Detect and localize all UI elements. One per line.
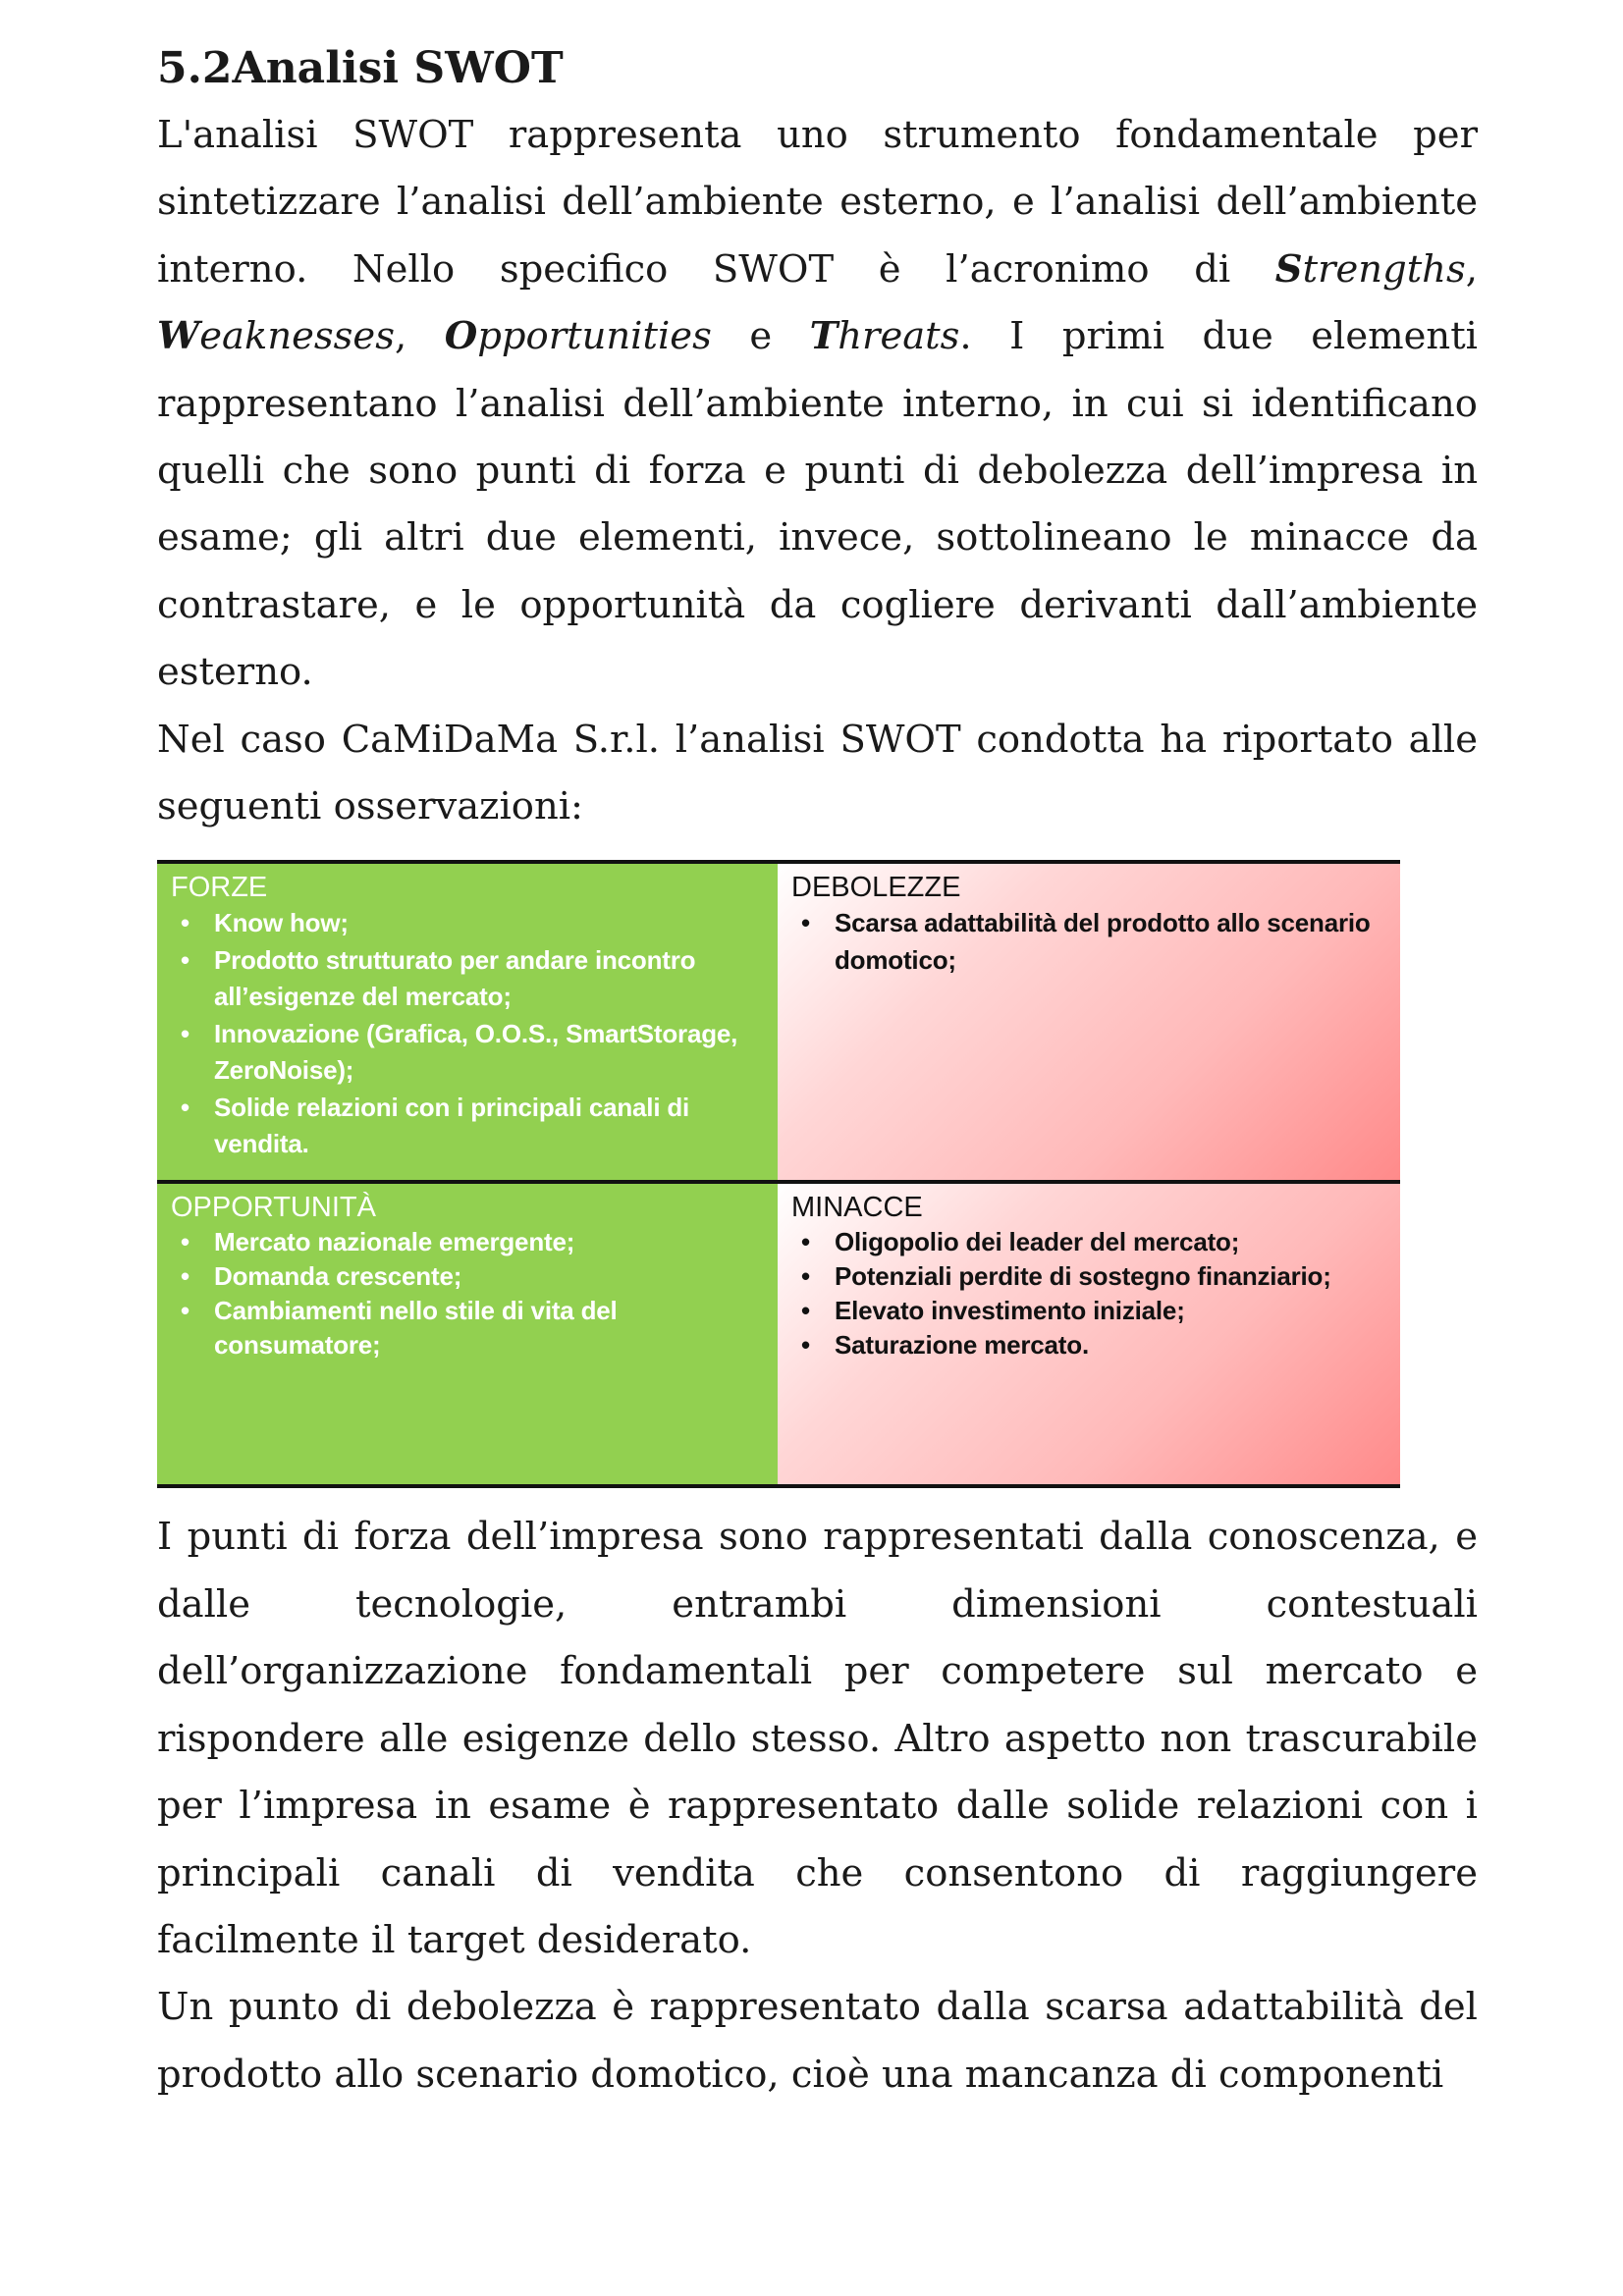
opportunita-list bbox=[171, 1225, 766, 1362]
forze-item: • Know how; bbox=[171, 905, 766, 942]
forze-item: • Solide relazioni con i principali canali di vendita. bbox=[171, 1090, 766, 1163]
forze-list bbox=[171, 905, 766, 1163]
swot-cell-forze bbox=[157, 864, 778, 1180]
opportunita-item: • Cambiamenti nello stile di vita del consumatore; bbox=[171, 1294, 766, 1362]
document-page bbox=[157, 37, 1478, 2109]
weakness-paragraph: Un punto di debolezza è rappresentato dalla scarsa adattabilità del prodotto allo scenario domotico, cioè una mancanza di componenti bbox=[157, 1985, 1478, 2097]
opportunita-item: • Mercato nazionale emergente; bbox=[171, 1225, 766, 1259]
opportunita-title: OPPORTUNITÀ bbox=[171, 1192, 376, 1224]
term-opportunities: Opportunities bbox=[444, 314, 712, 359]
case-paragraph: Nel caso CaMiDaMa S.r.l. l’analisi SWOT condotta ha riportato alle seguenti osservazioni: bbox=[157, 717, 1478, 829]
forze-item: • Innovazione (Grafica, O.O.S., SmartStorage, ZeroNoise); bbox=[171, 1016, 766, 1090]
conjunction: e bbox=[711, 314, 810, 359]
minacce-item: • Saturazione mercato. bbox=[791, 1328, 1388, 1362]
opportunita-item: • Domanda crescente; bbox=[171, 1259, 766, 1294]
forze-item: • Prodotto strutturato per andare incontro all’esigenze del mercato; bbox=[171, 942, 766, 1016]
swot-table bbox=[157, 860, 1400, 1488]
term-weaknesses: Weaknesses bbox=[157, 314, 395, 359]
strengths-paragraph: I punti di forza dell’impresa sono rappresentati dalla conoscenza, e dalle tecnologie, entrambi dimensioni contestuali dell’organizzazione fondamentali per competere sul mercato e rispondere alle esigenze dello stesso. Altro aspetto non trascurabile per l’impresa in esame è rappresentato dalle solide relazioni con i principali canali di vendita che consentono di raggiungere facilmente il target desiderato. bbox=[157, 1515, 1478, 1962]
debolezze-title: DEBOLEZZE bbox=[791, 872, 961, 904]
minacce-item: • Oligopolio dei leader del mercato; bbox=[791, 1225, 1388, 1259]
intro-paragraph: L'analisi SWOT rappresenta uno strumento fondamentale per sintetizzare l’analisi dell’ambiente esterno, e l’analisi dell’ambiente interno. Nello specifico SWOT è l’acronimo di Strengths, Weaknesses, Opportunities e Threats. I primi due elementi rappresentano l’analisi dell’ambiente interno, in cui si identificano quelli che sono punti di forza e punti di debolezza dell’impresa in esame; gli altri due elementi, invece, sottolineano le minacce da contrastare, e le opportunità da cogliere derivanti dall’ambiente esterno. bbox=[157, 113, 1478, 695]
term-strengths: Strengths bbox=[1274, 246, 1466, 292]
intro-text-start: L'analisi SWOT rappresenta uno strumento fondamentale per sintetizzare l’analisi dell’ambiente esterno, e l’analisi dell’ambiente interno. Nello specifico SWOT è l’acronimo di bbox=[157, 113, 1478, 292]
minacce-item: • Potenziali perdite di sostegno finanziario; bbox=[791, 1259, 1388, 1294]
swot-cell-debolezze bbox=[778, 864, 1400, 1180]
minacce-title: MINACCE bbox=[791, 1192, 923, 1224]
debolezze-item: • Scarsa adattabilità del prodotto allo scenario domotico; bbox=[791, 905, 1388, 979]
forze-title: FORZE bbox=[171, 872, 268, 904]
minacce-list bbox=[791, 1225, 1388, 1362]
swot-cell-minacce bbox=[778, 1180, 1400, 1484]
debolezze-list bbox=[791, 905, 1388, 979]
minacce-item: • Elevato investimento iniziale; bbox=[791, 1294, 1388, 1328]
section-heading: 5.2Analisi SWOT bbox=[157, 43, 564, 93]
intro-text-end: . I primi due elementi rappresentano l’analisi dell’ambiente interno, in cui si identificano quelli che sono punti di forza e punti di debolezza dell’impresa in esame; gli altri due elementi, invece, sottolineano le minacce da contrastare, e le opportunità da cogliere derivanti dall’ambiente esterno. bbox=[157, 314, 1478, 695]
swot-cell-opportunita bbox=[157, 1180, 778, 1484]
term-threats: Threats bbox=[809, 314, 960, 359]
